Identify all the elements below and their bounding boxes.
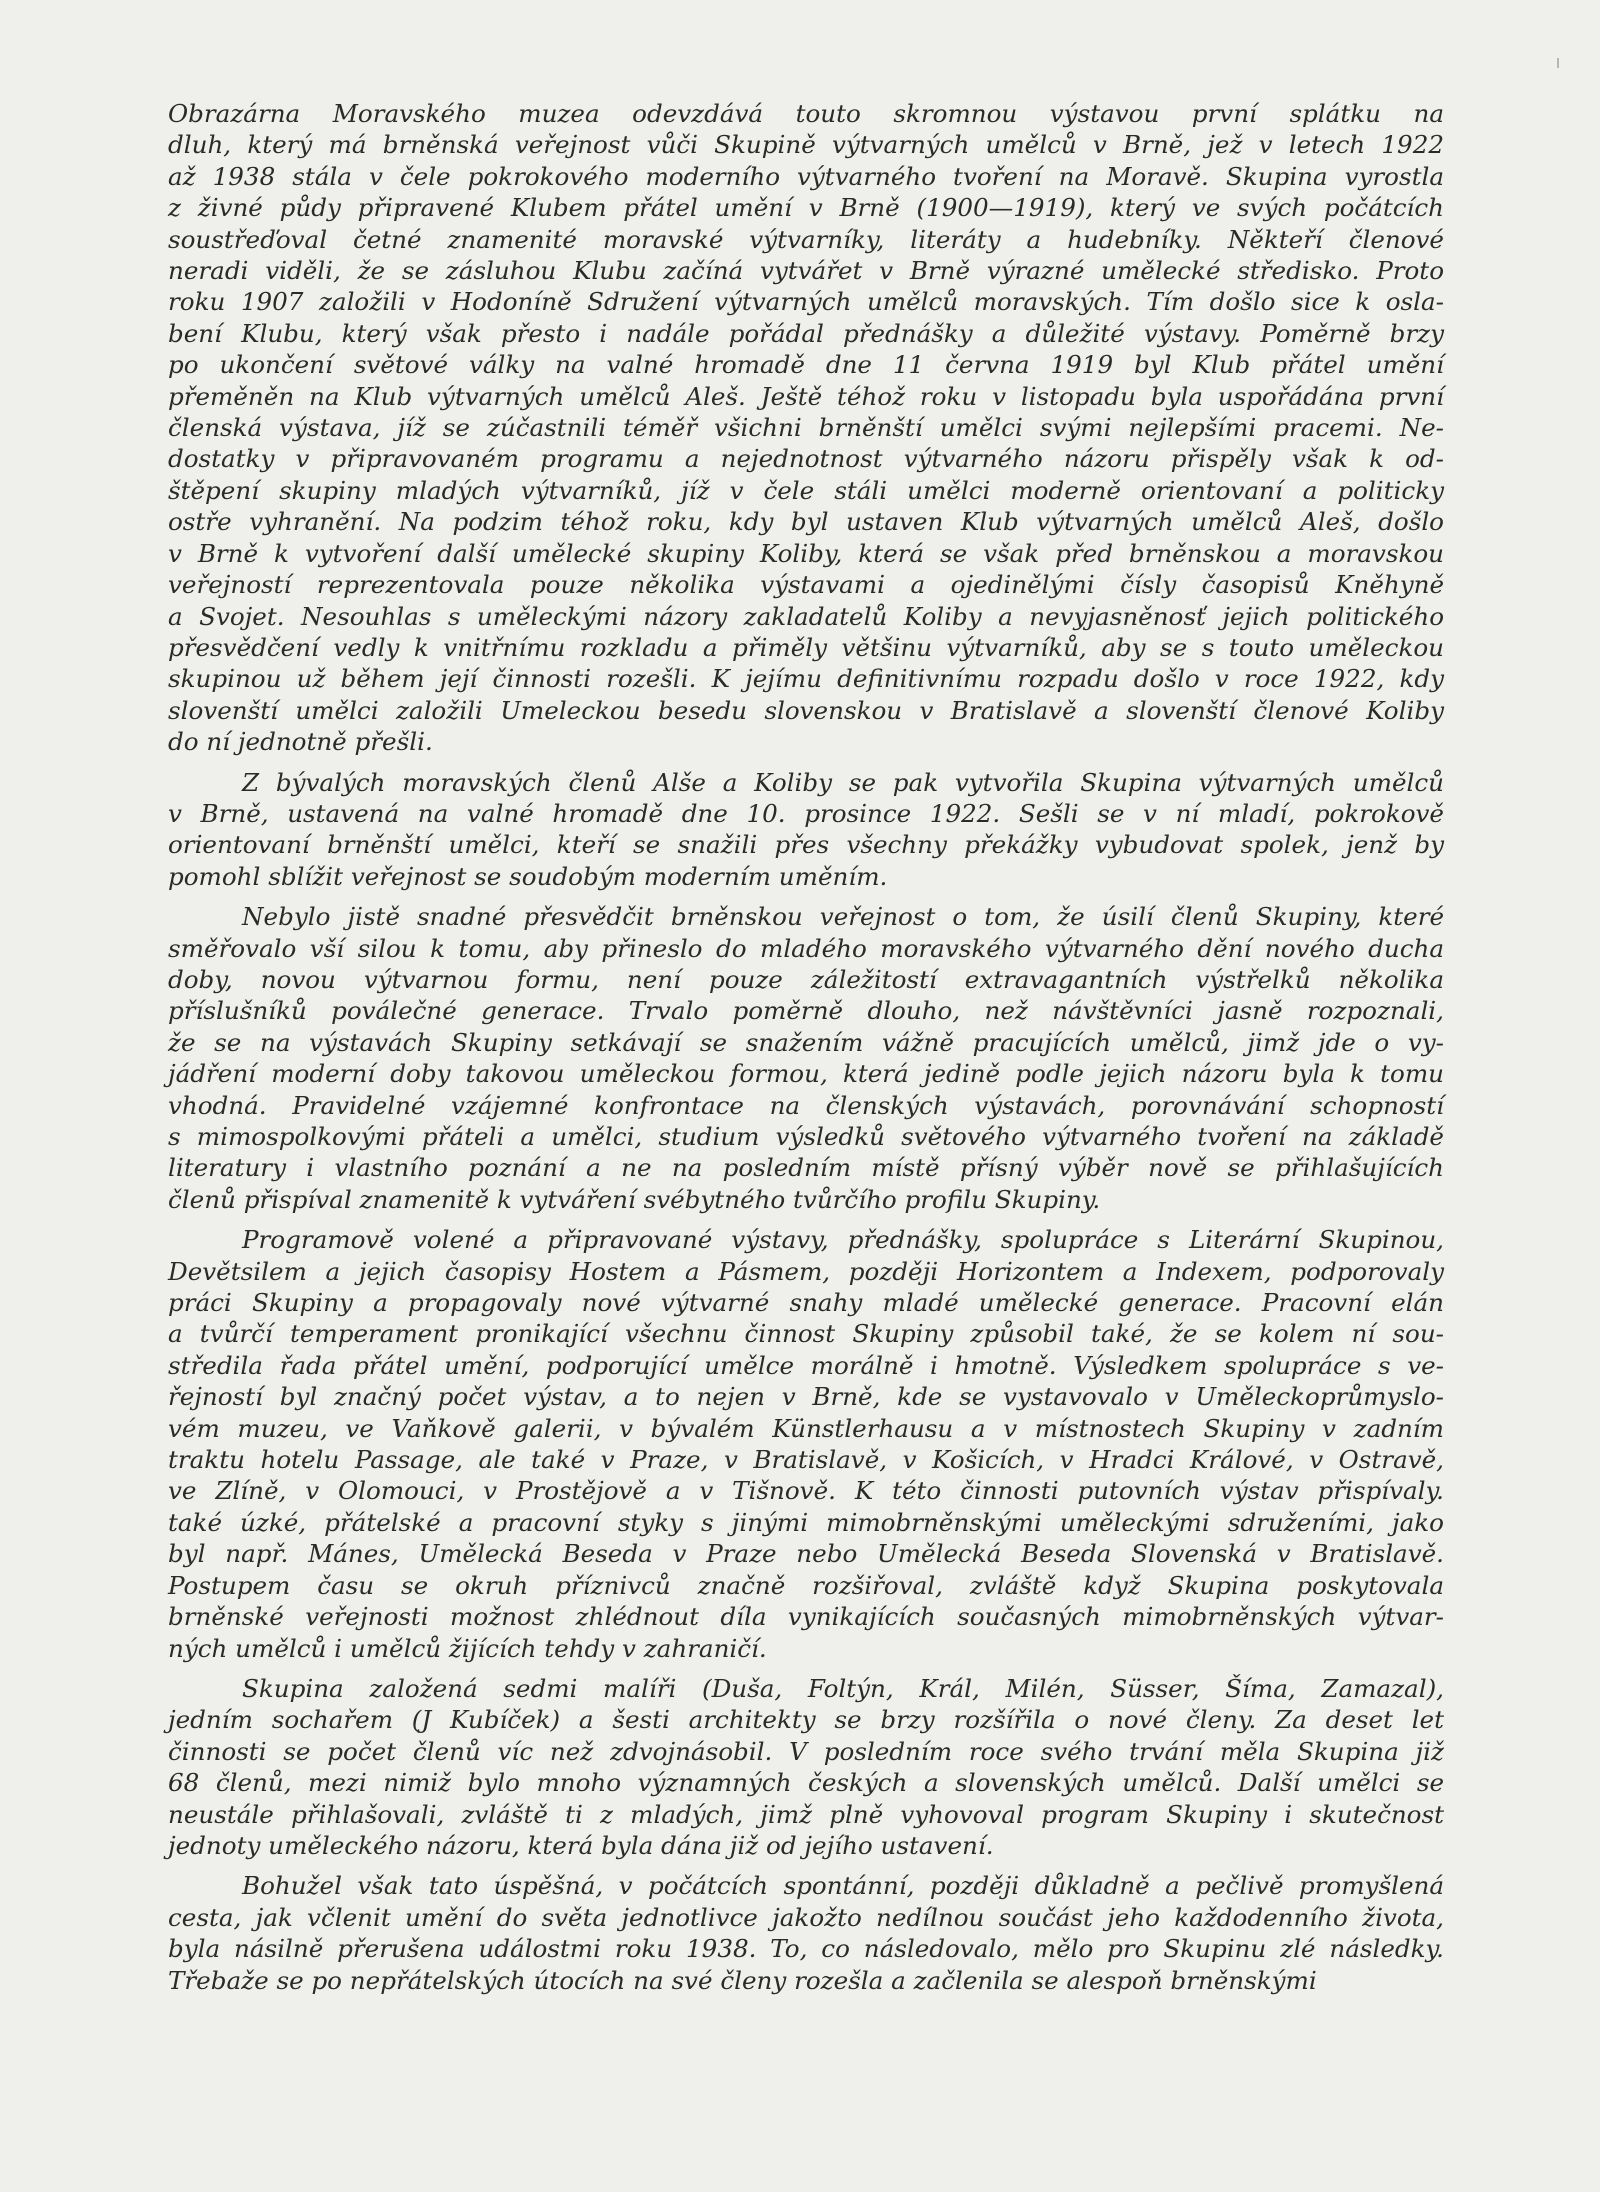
text-line: brněnské veřejnosti možnost zhlédnout díla vynikajících současných mimobrněnských výtvar- [168,1602,1444,1632]
text-line: jádření moderní doby takovou uměleckou formou, která jedině podle jejich názoru byla k tomu [168,1059,1444,1089]
text-line: bení Klubu, který však přesto i nadále pořádal přednášky a důležité výstavy. Poměrně brzy [168,318,1444,348]
text-line: v Brně k vytvoření další umělecké skupiny Koliby, která se však před brněnskou a moravskou [168,538,1444,568]
text-line: orientovaní brněnští umělci, kteří se snažili přes všechny překážky vybudovat spolek, jenž by [168,830,1444,860]
text-line: jedním sochařem (J Kubíček) a šesti architekty se brzy rozšířila o nové členy. Za deset let [168,1705,1444,1735]
text-line: jednoty uměleckého názoru, která byla dána již od jejího ustavení. [168,1830,994,1860]
text-line: příslušníků poválečné generace. Trvalo poměrně dlouho, než návštěvníci jasně rozpoznali, [168,996,1444,1026]
paragraph [168,98,1444,758]
text-line: Postupem času se okruh příznivců značně rozšiřoval, zvláště když Skupina poskytovala [168,1570,1444,1600]
text-line: 68 členů, mezi nimiž bylo mnoho významných českých a slovenských umělců. Další umělci se [168,1768,1444,1798]
paragraph [168,1673,1444,1861]
text-line: skupinou už během její činnosti rozešli. K jejímu definitivnímu rozpadu došlo v roce 1922, kdy [168,664,1444,694]
text-line: slovenští umělci založili Umeleckou besedu slovenskou v Bratislavě a slovenští členové Koliby [168,695,1444,725]
text-line: Skupina založená sedmi malíři (Duša, Foltýn, Král, Milén, Süsser, Šíma, Zamazal), [242,1673,1444,1703]
text-line: ostře vyhranění. Na podzim téhož roku, kdy byl ustaven Klub výtvarných umělců Aleš, došlo [168,507,1444,537]
text-line: Obrazárna Moravského muzea odevzdává touto skromnou výstavou první splátku na [168,99,1444,128]
text-line: do ní jednotně přešli. [168,727,433,757]
paragraph [168,767,1444,893]
text-line: členská výstava, jíž se zúčastnili téměř všichni brněnští umělci svými nejlepšími pracemi. Ne- [168,413,1444,443]
text-line: Nebylo jistě snadné přesvědčit brněnskou veřejnost o tom, že úsilí členů Skupiny, které [242,902,1444,932]
text-line: dluh, který má brněnská veřejnost vůči Skupině výtvarných umělců v Brně, jež v letech 1922 [168,130,1444,160]
text-line: ných umělců i umělců žijících tehdy v zahraničí. [168,1633,767,1663]
text-line: v Brně, ustavená na valné hromadě dne 10. prosince 1922. Sešli se v ní mladí, pokrokově [168,798,1444,828]
text-line: po ukončení světové války na valné hromadě dne 11 června 1919 byl Klub přátel umění [168,350,1444,380]
text-line: Programově volené a připravované výstavy, přednášky, spolupráce s Literární Skupinou, [242,1225,1444,1255]
text-line: dostatky v připravovaném programu a nejednotnost výtvarného názoru přispěly však k od- [168,444,1444,474]
text-line: a tvůrčí temperament pronikající všechnu činnost Skupiny způsobil také, že se kolem ní sou- [168,1319,1444,1349]
paragraph [168,1870,1444,1996]
text-line: z živné půdy připravené Klubem přátel umění v Brně (1900—1919), který ve svých počátcích [168,193,1444,223]
text-line: traktu hotelu Passage, ale také v Praze, v Bratislavě, v Košicích, v Hradci Králové, v Ostravě, [168,1445,1444,1475]
text-line: řejností byl značný počet výstav, a to nejen v Brně, kde se vystavovalo v Uměleckoprůmyslo- [168,1382,1444,1412]
text-line: byl např. Mánes, Umělecká Beseda v Praze nebo Umělecká Beseda Slovenská v Bratislavě. [168,1539,1444,1569]
text-line: středila řada přátel umění, podporující umělce morálně i hmotně. Výsledkem spolupráce s ve- [168,1350,1444,1380]
text-line: vém muzeu, ve Vaňkově galerii, v bývalém Künstlerhausu a v místnostech Skupiny v zadním [168,1413,1444,1443]
text-line: veřejností reprezentovala pouze několika výstavami a ojedinělými čísly časopisů Kněhyně [168,570,1444,600]
text-line: Z bývalých moravských členů Alše a Koliby se pak vytvořila Skupina výtvarných umělců [242,767,1444,797]
text-line: roku 1907 založili v Hodoníně Sdružení výtvarných umělců moravských. Tím došlo sice k osla- [168,287,1444,317]
text-line: přeměněn na Klub výtvarných umělců Aleš. Ještě téhož roku v listopadu byla uspořádána první [168,381,1444,411]
text-line: až 1938 stála v čele pokrokového moderního výtvarného tvoření na Moravě. Skupina vyrostla [168,161,1444,191]
text-line: a Svojet. Nesouhlas s uměleckými názory zakladatelů Koliby a nevyjasněnosť jejich politického [168,601,1444,631]
text-line: vhodná. Pravidelné vzájemné konfrontace na členských výstavách, porovnávání schopností [168,1090,1444,1120]
text-line: neustále přihlašovali, zvláště ti z mladých, jimž plně vyhovoval program Skupiny i skutečnost [168,1799,1444,1829]
text-line: ve Zlíně, v Olomouci, v Prostějově a v Tišnově. K této činnosti putovních výstav přispívaly. [168,1476,1444,1506]
text-line: Devětsilem a jejich časopisy Hostem a Pásmem, později Horizontem a Indexem, podporovaly [168,1256,1444,1286]
text-line: Bohužel však tato úspěšná, v počátcích spontánní, později důkladně a pečlivě promyšlená [242,1871,1444,1901]
text-line: cesta, jak včlenit umění do světa jednotlivce jakožto nedílnou součást jeho každodenního života, [168,1902,1444,1932]
text-line: soustřeďoval četné znamenité moravské výtvarníky, literáty a hudebníky. Někteří členové [168,224,1444,254]
text-line: štěpení skupiny mladých výtvarníků, jíž v čele stáli umělci moderně orientovaní a politicky [168,475,1444,505]
paragraph [168,901,1444,1215]
text-line: s mimospolkovými přáteli a umělci, studium výsledků světového výtvarného tvoření na základě [168,1122,1444,1151]
text-line: že se na výstavách Skupiny setkávají se snažením vážně pracujících umělců, jimž jde o vy- [168,1027,1444,1057]
body-text [168,98,1444,2005]
text-line: přesvědčení vedly k vnitřnímu rozkladu a přiměly většinu výtvarníků, aby se s touto uměleckou [168,632,1444,662]
text-line: literatury i vlastního poznání a ne na posledním místě přísný výběr nově se přihlašujících [168,1153,1444,1183]
text-line: činnosti se počet členů víc než zdvojnásobil. V posledním roce svého trvání měla Skupina již [168,1736,1444,1766]
text-line: práci Skupiny a propagovaly nové výtvarné snahy mladé umělecké generace. Pracovní elán [168,1288,1444,1318]
text-line: členů přispíval znamenitě k vytváření svébytného tvůrčího profilu Skupiny. [168,1184,1101,1214]
text-line: pomohl sblížit veřejnost se soudobým moderním uměním. [168,861,888,891]
text-line: směřovalo vší silou k tomu, aby přineslo do mladého moravského výtvarného dění nového ducha [168,933,1444,963]
text-line: doby, novou výtvarnou formu, není pouze záležitostí extravagantních výstřelků několika [168,964,1444,994]
text-line: byla násilně přerušena událostmi roku 1938. To, co následovalo, mělo pro Skupinu zlé následky. [168,1934,1444,1964]
text-line: neradi viděli, že se zásluhou Klubu začíná vytvářet v Brně výrazné umělecké středisko. Proto [168,256,1444,286]
text-line: Třebaže se po nepřátelských útocích na své členy rozešla a začlenila se alespoň brněnskými [168,1965,1317,1995]
text-line: také úzké, přátelské a pracovní styky s jinými mimobrněnskými uměleckými sdruženími, jako [168,1507,1444,1537]
page-speck [1557,58,1559,68]
paragraph [168,1224,1444,1664]
